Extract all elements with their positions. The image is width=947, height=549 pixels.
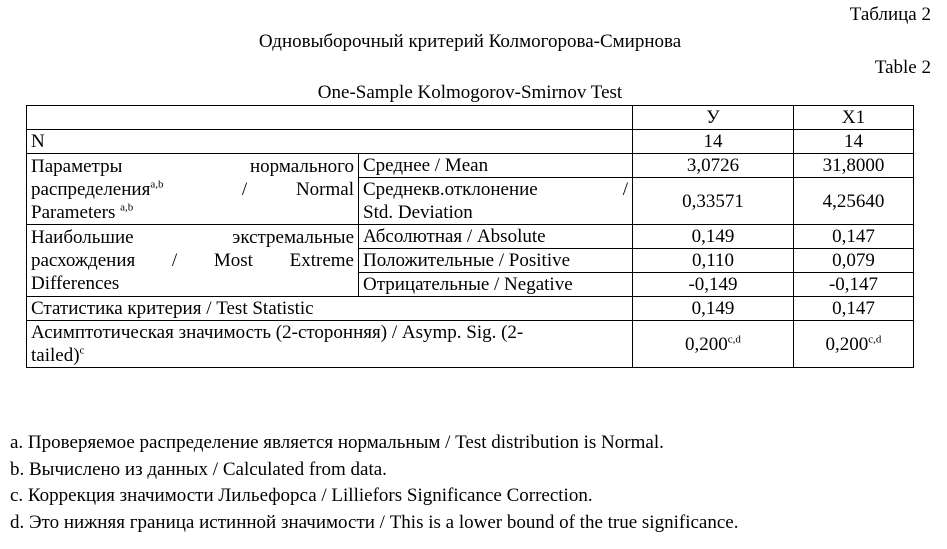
row-label-absolute: Абсолютная / Absolute [359,225,633,249]
table-row-asymp-sig [27,321,914,368]
group-label-extreme [27,225,359,297]
cell-asymp-sig-y: 0,200$^{c,d}$ [633,321,794,368]
cell-n-y: 14 [633,130,794,154]
cell-asymp-sig-x1: 0,200$^{c,d}$ [794,321,914,368]
row-label-positive: Положительные / Positive [359,249,633,273]
cell-test-statistic-x1: 0,147 [794,297,914,321]
footnote-marker: a,b [150,178,164,191]
cell-mean-x1: 31,8000 [794,154,914,178]
normal-params-line1: Параметры нормального [31,155,354,177]
cell-n-x1: 14 [794,130,914,154]
row-label-negative: Отрицательные / Negative [359,273,633,297]
cell-positive-x1: 0,079 [794,249,914,273]
normal-params-line2-a: распределения$^{a,b}$ [31,178,164,200]
footnote-marker: c [79,344,85,357]
normal-params-line3: Parameters $^{a,b}$ [31,201,134,223]
footnote-a: a. Проверяемое распределение является нормальным / Test distribution is Normal. [10,432,664,453]
column-header-y: У [633,106,794,130]
footnote-marker: c,d [727,333,741,346]
asymp-sig-line1: Асимптотическая значимость (2-сторонняя) / Asymp. Sig. (2- [31,322,524,343]
cell-sd-x1: 4,25640 [794,178,914,225]
normal-params-line2 [31,178,354,201]
cell-negative-y: -0,149 [633,273,794,297]
cell-mean-y: 3,0726 [633,154,794,178]
group-label-normal-params [27,154,359,225]
cell-positive-y: 0,110 [633,249,794,273]
table-number-en: Table 2 [874,57,931,78]
footnote-c: c. Коррекция значимости Лильефорса / Lilliefors Significance Correction. [10,485,593,506]
table-row-n [27,130,914,154]
cell-negative-x1: -0,147 [794,273,914,297]
row-label-asymp-sig [27,321,633,368]
table-row-test-statistic [27,297,914,321]
row-label-sd [359,178,633,225]
cell-absolute-y: 0,149 [633,225,794,249]
extreme-line1: Наибольшие экстремальные [31,227,354,248]
normal-params-line2-b: / Normal [241,178,354,200]
column-header-x1: X1 [794,106,914,130]
ks-test-table [26,105,914,368]
table-number-ru: Таблица 2 [849,4,931,25]
footnote-marker: c,d [868,333,882,346]
table-title-en: One-Sample Kolmogorov-Smirnov Test [317,82,623,103]
header-empty-cell [27,106,633,130]
footnotes [10,430,738,536]
row-label-mean: Среднее / Mean [359,154,633,178]
extreme-line3: Differences [31,273,120,294]
cell-absolute-x1: 0,147 [794,225,914,249]
table-row-mean [27,154,914,178]
footnote-b: b. Вычислено из данных / Calculated from data. [10,458,387,480]
table-header-row [27,106,914,130]
table-title-ru: Одновыборочный критерий Колмогорова-Смирнова [258,31,682,52]
asymp-sig-line2: tailed)$^c$ [31,344,85,366]
row-label-n: N [27,130,633,154]
extreme-line2: расхождения / Most Extreme [31,250,354,271]
footnote-marker: a,b [120,201,134,214]
row-label-test-statistic: Статистика критерия / Test Statistic [27,297,633,321]
cell-sd-y: 0,33571 [633,178,794,225]
sd-label-line1: Среднекв.отклонение / [363,179,628,200]
table-row-absolute [27,225,914,249]
sd-label-line2: Std. Deviation [363,202,473,223]
footnote-d: d. Это нижняя граница истинной значимости / This is a lower bound of the true significance. [10,511,739,533]
cell-test-statistic-y: 0,149 [633,297,794,321]
